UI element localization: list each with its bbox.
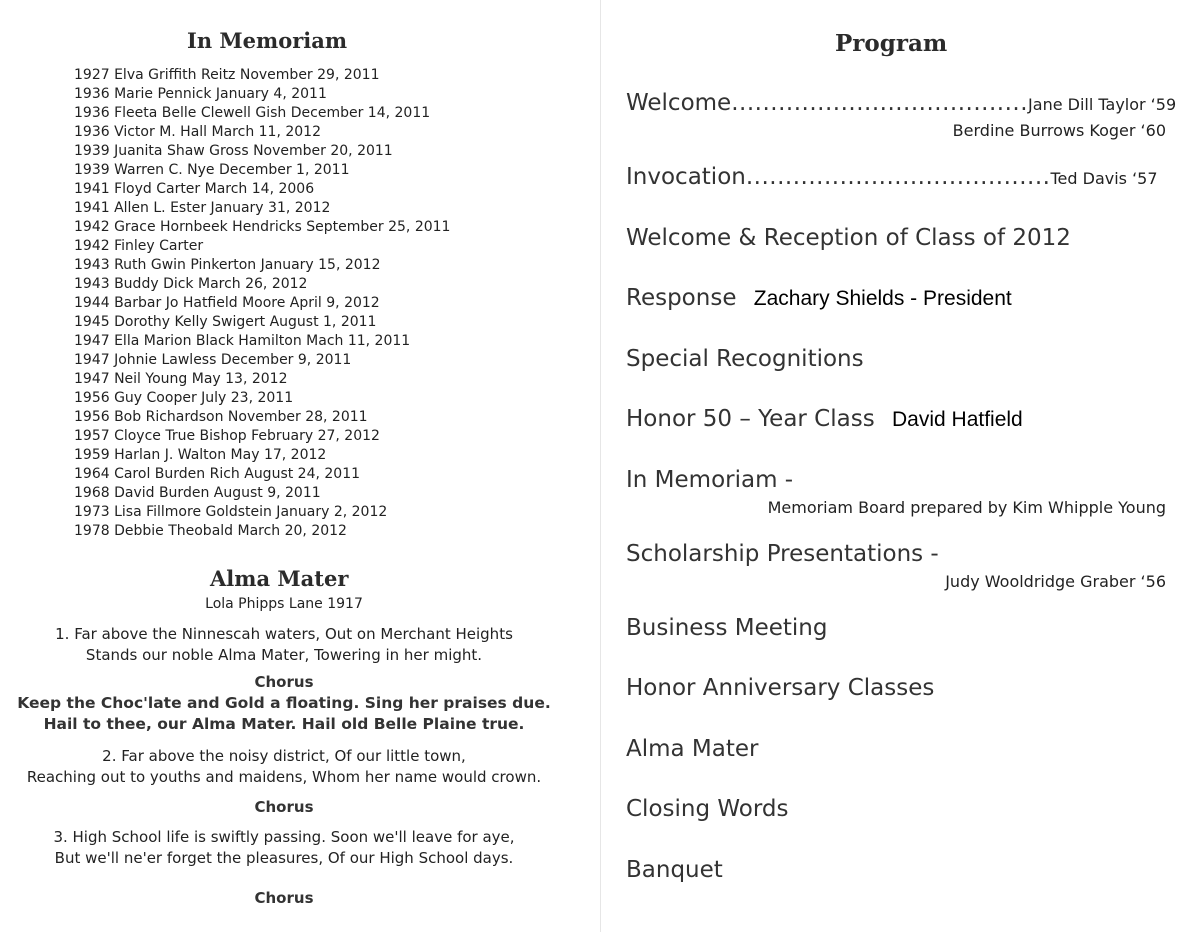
verse-1-line-2: Stands our noble Alma Mater, Towering in her might. bbox=[85, 646, 483, 664]
welcome-person-2: Berdine Burrows Koger ‘60 bbox=[952, 121, 1166, 140]
welcome-person-1: Jane Dill Taylor ‘59 bbox=[1028, 95, 1177, 114]
program-item-memoriam: In Memoriam - bbox=[626, 467, 794, 493]
verse-1-line-1: 1. Far above the Ninnescah waters, Out on Merchant Heights bbox=[55, 625, 513, 643]
program-item-banquet: Banquet bbox=[626, 857, 723, 883]
memoriam-note: Memoriam Board prepared by Kim Whipple Young bbox=[767, 498, 1166, 517]
program-item-reception: Welcome & Reception of Class of 2012 bbox=[626, 225, 1071, 251]
program-item-closing-words: Closing Words bbox=[626, 796, 789, 822]
chorus-label: Chorus bbox=[254, 673, 314, 691]
alma-mater-author: Lola Phipps Lane 1917 bbox=[205, 596, 363, 612]
memoriam-entry: 1978 Debbie Theobald March 20, 2012 bbox=[74, 523, 347, 539]
memoriam-entry: 1941 Allen L. Ester January 31, 2012 bbox=[74, 200, 331, 216]
invocation-person: Ted Davis ‘57 bbox=[1050, 169, 1158, 188]
program-item-welcome bbox=[626, 90, 1176, 116]
program-item-scholarship: Scholarship Presentations - bbox=[626, 541, 939, 567]
program-item-alma-mater: Alma Mater bbox=[626, 736, 759, 762]
memoriam-entry: 1943 Ruth Gwin Pinkerton January 15, 2012 bbox=[74, 257, 381, 273]
response-person: Zachary Shields - President bbox=[753, 287, 1012, 310]
memoriam-entry: 1964 Carol Burden Rich August 24, 2011 bbox=[74, 466, 361, 482]
memoriam-entry: 1941 Floyd Carter March 14, 2006 bbox=[74, 181, 315, 197]
invocation-leader: ....................................... bbox=[745, 164, 1051, 190]
memoriam-entry: 1957 Cloyce True Bishop February 27, 2012 bbox=[74, 428, 380, 444]
memoriam-entry: 1973 Lisa Fillmore Goldstein January 2, 2012 bbox=[74, 504, 388, 520]
memoriam-entry: 1936 Fleeta Belle Clewell Gish December 14, 2011 bbox=[74, 105, 431, 121]
memoriam-entry: 1945 Dorothy Kelly Swigert August 1, 2011 bbox=[74, 314, 377, 330]
honor50-label: Honor 50 – Year Class bbox=[626, 406, 875, 432]
alma-mater-title: Alma Mater bbox=[210, 566, 349, 591]
verse-3-line-2: But we'll ne'er forget the pleasures, Of our High School days. bbox=[54, 849, 514, 867]
memoriam-entry: 1943 Buddy Dick March 26, 2012 bbox=[74, 276, 308, 292]
program-item-response bbox=[626, 285, 1012, 311]
program-item-honor-50 bbox=[626, 406, 1023, 432]
welcome-leader: ...................................... bbox=[731, 90, 1029, 116]
invocation-label: Invocation bbox=[626, 164, 746, 190]
program-item-anniversary-classes: Honor Anniversary Classes bbox=[626, 675, 935, 701]
memoriam-entry: 1942 Finley Carter bbox=[74, 238, 204, 254]
scholarship-person: Judy Wooldridge Graber ‘56 bbox=[945, 572, 1166, 591]
program-item-invocation bbox=[626, 164, 1158, 190]
memoriam-title: In Memoriam bbox=[187, 28, 348, 53]
verse-2-line-1: 2. Far above the noisy district, Of our little town, bbox=[102, 747, 466, 765]
program-item-special-recognitions: Special Recognitions bbox=[626, 346, 864, 372]
welcome-label: Welcome bbox=[626, 90, 732, 116]
memoriam-entry: 1944 Barbar Jo Hatfield Moore April 9, 2012 bbox=[74, 295, 380, 311]
memoriam-entry: 1942 Grace Hornbeek Hendricks September 25, 2011 bbox=[74, 219, 451, 235]
memoriam-entry: 1956 Guy Cooper July 23, 2011 bbox=[74, 390, 294, 406]
memoriam-list bbox=[74, 66, 450, 541]
chorus-label: Chorus bbox=[254, 889, 314, 907]
honor50-person: David Hatfield bbox=[892, 408, 1023, 431]
memoriam-entry: 1939 Juanita Shaw Gross November 20, 2011 bbox=[74, 143, 393, 159]
memoriam-entry: 1959 Harlan J. Walton May 17, 2012 bbox=[74, 447, 327, 463]
chorus-label: Chorus bbox=[254, 798, 314, 816]
memoriam-entry: 1947 Ella Marion Black Hamilton Mach 11, 2011 bbox=[74, 333, 411, 349]
memoriam-entry: 1947 Neil Young May 13, 2012 bbox=[74, 371, 288, 387]
chorus-line-2: Hail to thee, our Alma Mater. Hail old Belle Plaine true. bbox=[43, 715, 525, 733]
program-item-business-meeting: Business Meeting bbox=[626, 615, 828, 641]
memoriam-entry: 1936 Victor M. Hall March 11, 2012 bbox=[74, 124, 321, 140]
program-title: Program bbox=[835, 30, 948, 57]
verse-2-line-2: Reaching out to youths and maidens, Whom her name would crown. bbox=[26, 768, 542, 786]
memoriam-entry: 1927 Elva Griffith Reitz November 29, 2011 bbox=[74, 67, 380, 83]
memoriam-entry: 1936 Marie Pennick January 4, 2011 bbox=[74, 86, 327, 102]
chorus-line-1: Keep the Choc'late and Gold a floating. Sing her praises due. bbox=[17, 694, 551, 712]
verse-3-line-1: 3. High School life is swiftly passing. Soon we'll leave for aye, bbox=[53, 828, 515, 846]
memoriam-entry: 1968 David Burden August 9, 2011 bbox=[74, 485, 321, 501]
right-page bbox=[600, 0, 1200, 932]
memoriam-entry: 1956 Bob Richardson November 28, 2011 bbox=[74, 409, 368, 425]
response-label: Response bbox=[626, 285, 737, 311]
memoriam-entry: 1947 Johnie Lawless December 9, 2011 bbox=[74, 352, 352, 368]
memoriam-entry: 1939 Warren C. Nye December 1, 2011 bbox=[74, 162, 350, 178]
